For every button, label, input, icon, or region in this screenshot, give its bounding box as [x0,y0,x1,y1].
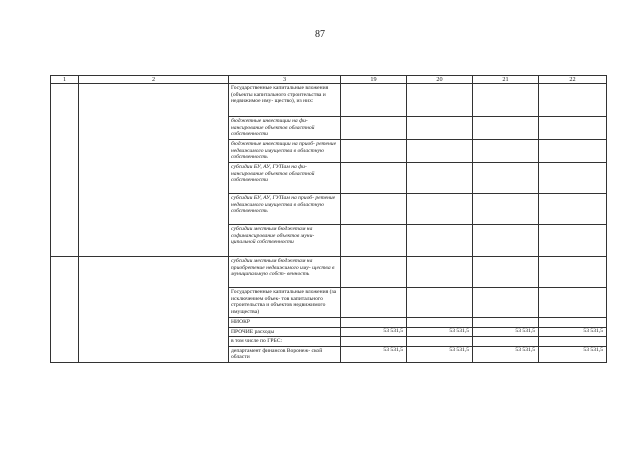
table-row [51,84,607,117]
value-cell [473,194,539,225]
budget-table [50,75,607,363]
value-cell [539,337,607,347]
value-cell [341,318,407,328]
value-cell [341,225,407,257]
value-cell [539,84,607,117]
value-cell [473,288,539,318]
value-cell [407,163,473,194]
value-cell [341,194,407,225]
header-cell: 22 [539,76,607,84]
header-cell: 1 [51,76,79,84]
value-cell [407,194,473,225]
value-cell [407,117,473,140]
header-cell: 3 [229,76,341,84]
row-label: субсидии БУ, АУ, ГУПам на фи- нансирование объектов областной собственности [229,163,341,194]
value-cell [473,84,539,117]
value-cell [341,288,407,318]
row-label: субсидии БУ, АУ, ГУПам на приоб- ретение недвижимого имущества в областную собственность [229,194,341,225]
merged-cell-col2 [79,257,229,363]
row-label: НИОКР [229,318,341,328]
value-cell [341,84,407,117]
header-cell: 20 [407,76,473,84]
merged-cell-col1 [51,84,79,257]
value-cell [473,140,539,163]
value-cell: 53 531,5 [539,346,607,362]
value-cell: 53 531,5 [539,327,607,337]
value-cell [341,117,407,140]
page-number: 87 [315,29,325,40]
value-cell [473,257,539,288]
value-cell [473,163,539,194]
row-label: Государственные капитальные вложения (за исключением объек- тов капитального строительства и объектов недвижимого имущества) [229,288,341,318]
value-cell [341,163,407,194]
value-cell [341,337,407,347]
value-cell [539,163,607,194]
value-cell [473,225,539,257]
value-cell [407,225,473,257]
value-cell [473,318,539,328]
merged-cell-col1 [51,257,79,363]
value-cell: 53 531,5 [407,346,473,362]
value-cell [539,288,607,318]
table-row [51,257,607,288]
header-cell: 2 [79,76,229,84]
value-cell [407,84,473,117]
row-label: субсидии местным бюджетам на софинансирование объектов муни- ципальной собственности [229,225,341,257]
merged-cell-col2 [79,84,229,257]
row-label: субсидии местным бюджетам на приобретение недвижимого иму- щества в муниципальную собст- венность [229,257,341,288]
header-row [51,76,607,84]
value-cell [539,194,607,225]
value-cell: 53 531,5 [473,327,539,337]
value-cell [539,140,607,163]
value-cell [341,140,407,163]
value-cell [539,117,607,140]
value-cell: 53 531,5 [341,327,407,337]
value-cell [407,288,473,318]
row-label: ПРОЧИЕ расходы [229,327,341,337]
value-cell [407,318,473,328]
header-cell: 21 [473,76,539,84]
row-label: бюджетные инвестиции на приоб- ретение недвижимого имущества в областную собственность [229,140,341,163]
value-cell [407,337,473,347]
value-cell [473,117,539,140]
value-cell [473,337,539,347]
value-cell [407,257,473,288]
value-cell: 53 531,5 [341,346,407,362]
value-cell [341,257,407,288]
header-cell: 19 [341,76,407,84]
row-label: Государственные капитальные вложения (объекты капитального строительства и недвижимое иму- щество), из них: [229,84,341,117]
value-cell [539,257,607,288]
row-label: бюджетные инвестиции на фи- нансирование объектов областной собственности [229,117,341,140]
value-cell: 53 531,5 [407,327,473,337]
row-label: департамент финансов Воронеж- ской области [229,346,341,362]
value-cell [407,140,473,163]
row-label: в том числе по ГРБС: [229,337,341,347]
value-cell [539,318,607,328]
value-cell: 53 531,5 [473,346,539,362]
value-cell [539,225,607,257]
